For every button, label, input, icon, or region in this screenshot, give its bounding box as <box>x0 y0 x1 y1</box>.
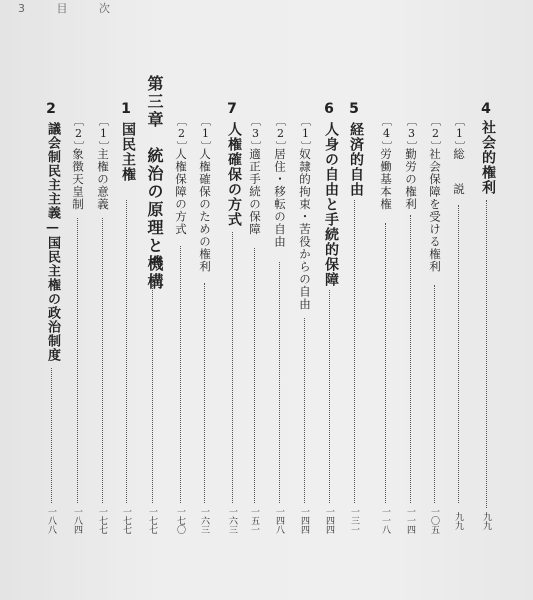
sub-marker: 〔2〕 <box>72 115 85 153</box>
section-title: 議会制民主主義—国民主権の政治制度 <box>45 122 60 362</box>
page-number: 九九 <box>481 512 491 530</box>
page-number: 一七七 <box>147 507 157 534</box>
chapter-title: 第三章 統治の原理と機構 <box>145 75 164 291</box>
sub-marker: 〔3〕 <box>405 115 418 153</box>
dot-leader <box>51 368 52 503</box>
section-number: 2 <box>46 101 56 117</box>
dot-leader <box>434 285 435 503</box>
section-number: 4 <box>481 101 491 117</box>
dot-leader <box>232 232 233 503</box>
section-number: 7 <box>227 101 237 117</box>
sub-marker: 〔2〕 <box>274 115 287 153</box>
page-number: 一六三 <box>227 507 237 534</box>
sub-title: 人権保障の方式 <box>174 148 188 236</box>
dot-leader <box>204 283 205 503</box>
page-number: 一五一 <box>249 507 259 534</box>
dot-leader <box>410 215 411 503</box>
sub-title: 勤労の権利 <box>404 148 418 211</box>
page-number: 一一八 <box>380 507 390 534</box>
sub-title: 人権確保のための権利 <box>198 148 212 273</box>
page-number: 一八四 <box>72 507 82 534</box>
dot-leader <box>458 205 459 503</box>
dot-leader <box>180 246 181 503</box>
page-number: 一四八 <box>274 507 284 534</box>
dot-leader <box>254 248 255 503</box>
page-number: 一七七 <box>121 507 131 534</box>
sub-marker: 〔2〕 <box>429 115 442 153</box>
dot-leader <box>329 290 330 503</box>
page-number: 一八八 <box>46 507 56 534</box>
page-number: 一一四 <box>405 507 415 534</box>
sub-marker: 〔4〕 <box>380 115 393 153</box>
sub-title: 主権の意義 <box>96 148 110 211</box>
section-title: 国民主権 <box>120 122 136 182</box>
dot-leader <box>279 262 280 503</box>
dot-leader <box>304 318 305 503</box>
section-title: 社会的権利 <box>480 120 496 195</box>
page-number: 一七七 <box>97 507 107 534</box>
sub-marker: 〔1〕 <box>299 115 312 153</box>
sub-marker: 〔1〕 <box>199 115 212 153</box>
page-number: 一四四 <box>324 507 334 534</box>
sub-title: 総 説 <box>452 148 466 201</box>
section-title: 経済的自由 <box>348 122 364 197</box>
sub-title: 適正手続の保障 <box>248 148 262 236</box>
page-number: 一六三 <box>199 507 209 534</box>
section-number: 5 <box>349 101 359 117</box>
sub-marker: 〔3〕 <box>249 115 262 153</box>
running-header <box>18 0 124 16</box>
sub-marker: 〔1〕 <box>97 115 110 153</box>
page-number: 一四四 <box>299 507 309 534</box>
sub-marker: 〔2〕 <box>175 115 188 153</box>
header-page-number: 3 <box>18 2 39 15</box>
section-number: 6 <box>324 101 334 117</box>
sub-title: 社会保障を受ける権利 <box>428 148 442 273</box>
page-number: 一〇五 <box>429 507 439 534</box>
sub-title: 労働基本権 <box>379 148 393 211</box>
page-number: 九九 <box>453 512 463 530</box>
dot-leader <box>126 200 127 503</box>
sub-title: 象徴天皇制 <box>71 148 85 211</box>
section-title: 人身の自由と手続的保障 <box>323 122 339 287</box>
header-label: 目 次 <box>56 2 124 15</box>
dot-leader <box>486 200 487 508</box>
page-number: 一七〇 <box>175 507 185 534</box>
dot-leader <box>152 280 153 503</box>
sub-title: 居住・移転の自由 <box>273 148 287 248</box>
section-title: 人権確保の方式 <box>226 122 242 227</box>
dot-leader <box>102 218 103 503</box>
dot-leader <box>385 223 386 503</box>
page-number: 一三一 <box>349 507 359 534</box>
dot-leader <box>354 200 355 503</box>
dot-leader <box>77 218 78 503</box>
sub-title: 奴隷的拘束・苦役からの自由 <box>298 148 312 311</box>
section-number: 1 <box>121 101 131 117</box>
sub-marker: 〔1〕 <box>453 115 466 153</box>
